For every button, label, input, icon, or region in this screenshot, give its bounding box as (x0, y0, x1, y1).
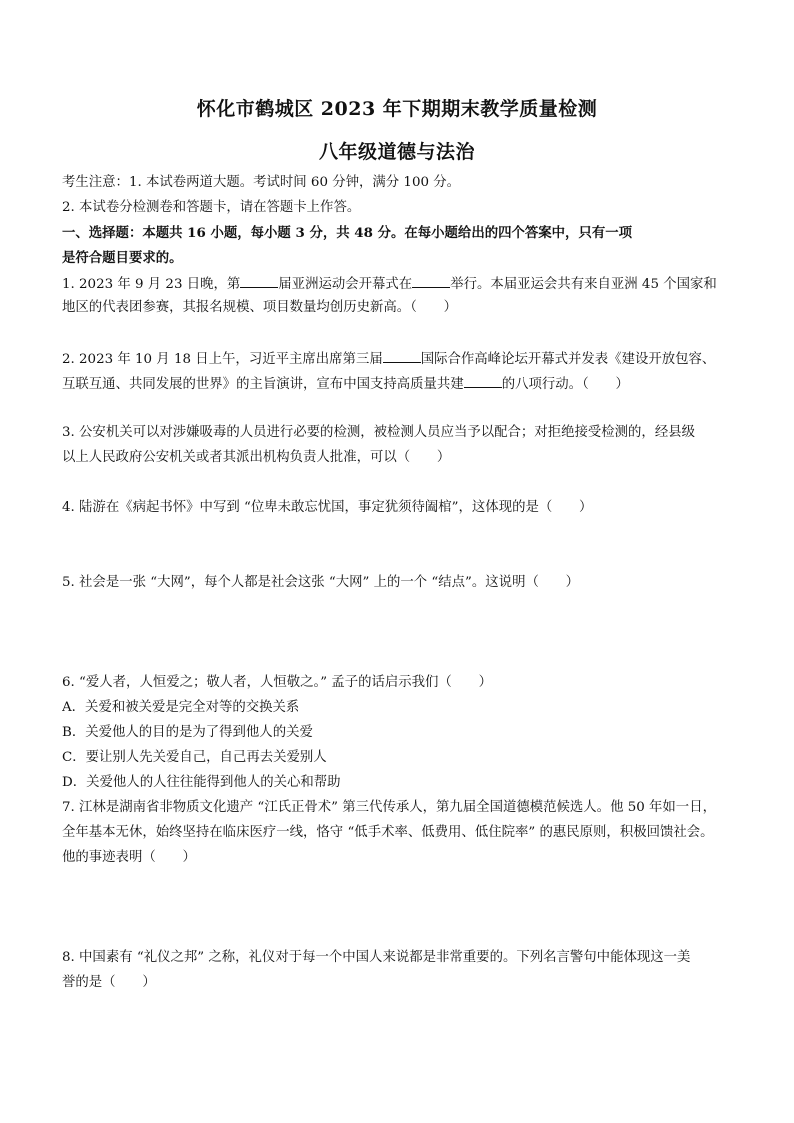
question-2-text-a: 2. 2023 年 10 月 18 日上午，习近平主席出席第三届 (62, 352, 383, 367)
section-heading-line-1: 一、选择题：本题共 16 小题，每小题 3 分，共 48 分。在每小题给出的四个答案中，只有一项 (62, 225, 633, 241)
question-3-line-2: 以上人民政府公安机关或者其派出机构负责人批准，可以（ ） (62, 450, 451, 465)
answer-blank (240, 274, 278, 288)
option-b: B．关爱他人的目的是为了得到他人的关爱 (62, 725, 313, 740)
question-8-line-1: 8. 中国素有 “礼仪之邦” 之称，礼仪对于每一个中国人来说都是非常重要的。下列名言警句中能体现这一美 (62, 950, 691, 965)
section-heading-line-2: 是符合题目要求的。 (62, 250, 183, 266)
question-6-line-1: 6. “爱人者，人恒爱之；敬人者，人恒敬之。” 孟子的话启示我们（ ） (62, 675, 492, 690)
question-2-text-d: 的八项行动。（ ） (501, 377, 629, 392)
notice-line-1: 考生注意：1. 本试卷两道大题。考试时间 60 分钟，满分 100 分。 (62, 175, 461, 190)
answer-blank (464, 374, 502, 388)
question-3-line-1: 3. 公安机关可以对涉嫌吸毒的人员进行必要的检测，被检测人员应当予以配合；对拒绝接受检测的，经县级 (62, 425, 695, 440)
question-2-line-1 (62, 349, 742, 369)
answer-blank (383, 349, 421, 363)
question-2-text-b: 国际合作高峰论坛开幕式并发表《建设开放包容、 (420, 352, 716, 367)
question-4-line-1: 4. 陆游在《病起书怀》中写到 “位卑未敢忘忧国，事定犹须待阖棺”，这体现的是（ ） (62, 500, 593, 515)
question-7-line-2: 全年基本无休，始终坚持在临床医疗一线，恪守 “低手术率、低费用、低住院率” 的惠民原则，积极回馈社会。 (62, 825, 714, 840)
notice-line-2: 2. 本试卷分检测卷和答题卡，请在答题卡上作答。 (62, 200, 361, 215)
question-7-line-1: 7. 江林是湖南省非物质文化遗产 “江氏正骨术” 第三代传承人，第九届全国道德模范候选人。他 50 年如一日， (62, 800, 716, 815)
option-d: D．关爱他人的人往往能得到他人的关心和帮助 (62, 775, 341, 790)
option-c: C．要让别人先关爱自己，自己再去关爱别人 (62, 750, 327, 765)
question-1-line-1 (62, 274, 742, 294)
exam-title: 怀化市鹤城区 2023 年下期期末教学质量检测 (196, 98, 598, 120)
question-8-line-2: 誉的是（ ） (62, 975, 156, 990)
question-7-line-3: 他的事迹表明（ ） (62, 850, 196, 865)
question-1-line-2: 地区的代表团参赛，其报名规模、项目数量均创历史新高。（ ） (62, 300, 458, 315)
answer-blank (412, 274, 450, 288)
question-1-text-a: 1. 2023 年 9 月 23 日晚，第 (62, 277, 241, 292)
question-1-text-b: 届亚洲运动会开幕式在 (278, 277, 413, 292)
question-1-text-c: 举行。本届亚运会共有来自亚洲 45 个国家和 (450, 277, 717, 292)
exam-subtitle: 八年级道德与法治 (318, 141, 475, 163)
question-2-text-c: 互联互通、共同发展的世界》的主旨演讲，宣布中国支持高质量共建 (62, 377, 464, 392)
option-a: A．关爱和被关爱是完全对等的交换关系 (62, 700, 300, 715)
question-5-line-1: 5. 社会是一张 “大网”，每个人都是社会这张 “大网” 上的一个 “结点”。这说明（ ） (62, 575, 580, 590)
question-2-line-2 (62, 374, 742, 394)
